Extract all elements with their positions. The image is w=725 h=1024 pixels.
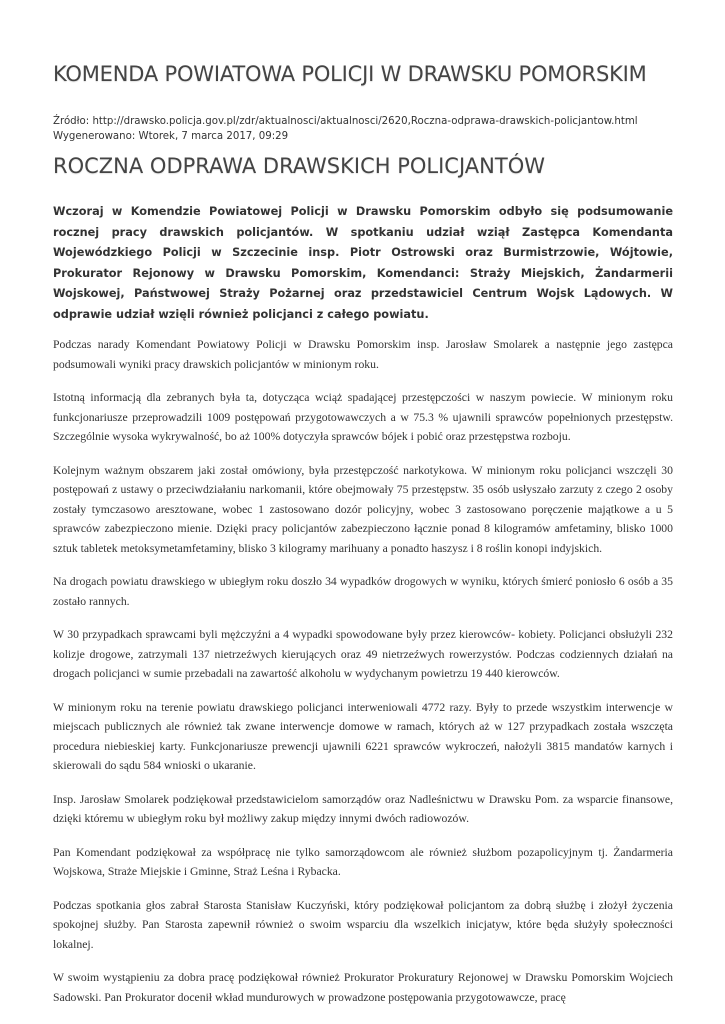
document-meta <box>53 114 675 144</box>
article-paragraph: Istotną informacją dla zebranych była ta, dotycząca wciąż spadającej przestępczości w naszym powiecie. W minionym roku funkcjonariusze przeprowadzili 1009 postępowań przygotowawczych a w 75.3 % ujawnili sprawców popełnionych przestępstw. Szczególnie wysoka wykrywalność, bo aż 100% dotyczyła sprawców bójek i pobić oraz przestępstwa rozboju. <box>53 391 673 443</box>
source-line: Źródło: http://drawsko.policja.gov.pl/zdr/aktualnosci/aktualnosci/2620,Roczna-odprawa-drawskich-policjantow.html <box>53 116 638 127</box>
article-paragraph: Podczas narady Komendant Powiatowy Policji w Drawsku Pomorskim insp. Jarosław Smolarek a następnie jego zastępca podsumowali wyniki pracy drawskich policjantów w minionym roku. <box>53 338 673 371</box>
article-paragraph: Podczas spotkania głos zabrał Starosta Stanisław Kuczyński, który podziękował policjantom za dobrą służbę i złożył życzenia spokojnej służby. Pan Starosta zapewnił również o swoim wsparciu dla wszelkich inicjatyw, które będa służyły społeczności lokalnej. <box>53 898 673 951</box>
article-title: ROCZNA ODPRAWA DRAWSKICH POLICJANTÓW <box>53 154 545 178</box>
article-paragraph: Insp. Jarosław Smolarek podziękował przedstawicielom samorządów oraz Nadleśnictwu w Drawsku Pom. za wsparcie finansowe, dzięki któremu w ubiegłym roku był możliwy zakup między innymi dwóch radiowozów. <box>53 792 673 825</box>
article-body <box>53 335 673 1021</box>
generated-line: Wygenerowano: Wtorek, 7 marca 2017, 09:29 <box>53 131 289 142</box>
article-paragraph: W minionym roku na terenie powiatu drawskiego policjanci interweniowali 4772 razy. Były to przede wszystkim interwencje w miejscach publicznych ale również tak zwane interwencje domowe w ramach, których aż w 127 przypadkach została wszczęta procedura niebieskiej karty. Funkcjonariusze prewencji ujawnili 6221 sprawców wykroczeń, nałożyli 3815 mandatów karnych i skierowali do sądu 584 wnioski o ukaranie. <box>53 700 673 772</box>
article-paragraph: W swoim wystąpieniu za dobra pracę podziękował również Prokurator Prokuratury Rejonowej w Drawsku Pomorskim Wojciech Sadowski. Pan Prokurator docenił wkład mundurowych w prowadzone postępowania przygotowawcze, pracę <box>53 971 673 1004</box>
article-lead: Wczoraj w Komendzie Powiatowej Policji w Drawsku Pomorskim odbyło się podsumowanie rocznej pracy drawskich policjantów. W spotkaniu udział wziął Zastępca Komendanta Wojewódzkiego Policji w Szczecinie insp. Piotr Ostrowski oraz Burmistrzowie, Wójtowie, Prokurator Rejonowy w Drawsku Pomorskim, Komendanci: Straży Miejskich, Żandarmerii Wojskowej, Państwowej Straży Pożarnej oraz przedstawiciel Centrum Wojsk Lądowych. W odprawie udział wzięli również policjanci z całego powiatu. <box>53 205 673 321</box>
site-title: KOMENDA POWIATOWA POLICJI W DRAWSKU POMORSKIM <box>53 62 647 86</box>
article-paragraph: Pan Komendant podziękował za współpracę nie tylko samorządowcom ale również służbom pozapolicyjnym tj. Żandarmeria Wojskowa, Straże Miejskie i Gminne, Straż Leśna i Rybacka. <box>53 845 673 878</box>
article-paragraph: W 30 przypadkach sprawcami byli mężczyźni a 4 wypadki spowodowane były przez kierowców- kobiety. Policjanci obsłużyli 232 kolizje drogowe, zatrzymali 137 nietrzeźwych kierujących oraz 49 nietrzeźwych rowerzystów. Podczas codziennych działań na drogach policjanci w sumie przebadali na zawartość alkoholu w wydychanym powietrzu 19 440 kierowców. <box>53 628 673 680</box>
article-paragraph: Kolejnym ważnym obszarem jaki został omówiony, była przestępczość narkotykowa. W minionym roku policjanci wszczęli 30 postępowań z ustawy o przeciwdziałaniu narkomanii, które obejmowały 75 przestępstw. 35 osób usłyszało zarzuty z czego 2 osoby zostały tymczasowo aresztowane, wobec 1 zastosowano dozór policyjny, wobec 3 zastosowano poręczenie majątkowe a u 5 sprawców zabezpieczono mienie. Dzięki pracy policjantów zabezpieczono łącznie ponad 8 kilogramów amfetaminy, blisko 1000 sztuk tabletek metoksymetamfetaminy, blisko 3 kilogramy marihuany a ponadto haszysz i 8 roślin konopi indyjskich. <box>53 463 673 555</box>
article-paragraph: Na drogach powiatu drawskiego w ubiegłym roku doszło 34 wypadków drogowych w wyniku, których śmierć poniosło 6 osób a 35 zostało rannych. <box>53 575 673 608</box>
